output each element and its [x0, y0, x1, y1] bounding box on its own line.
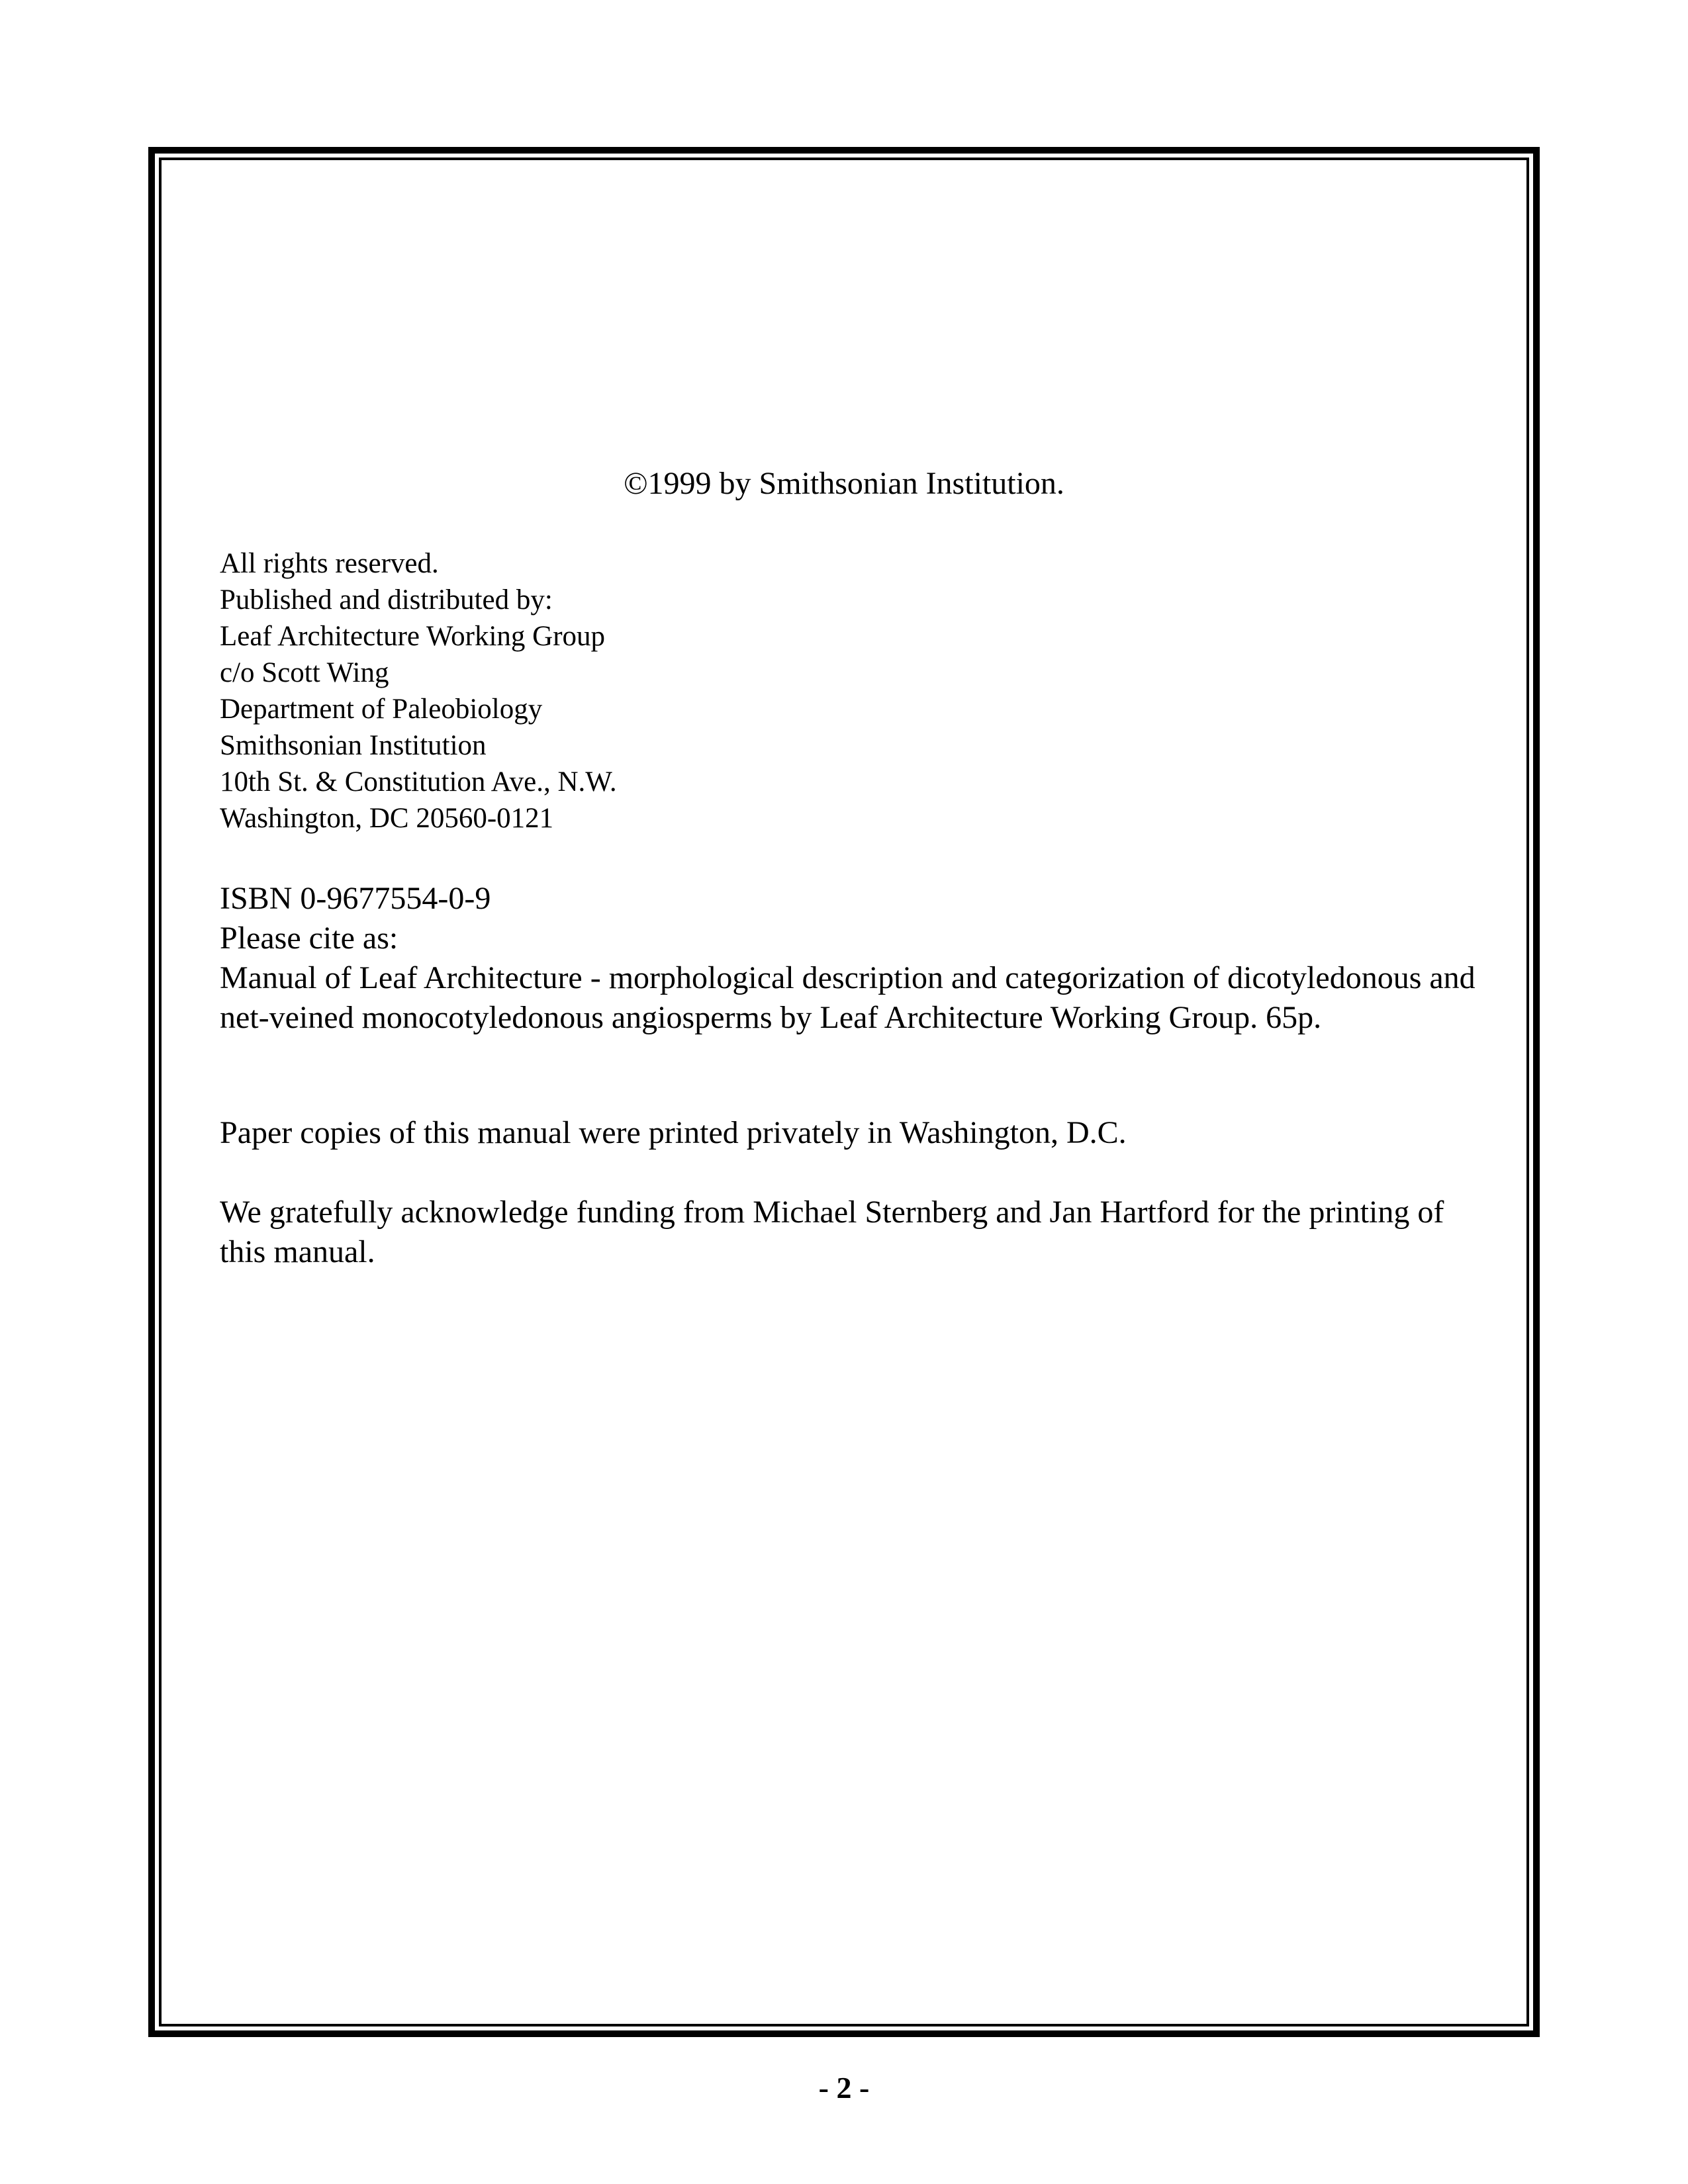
cite-label: Please cite as:	[220, 921, 399, 956]
printing-note: Paper copies of this manual were printed privately in Washington, D.C.	[220, 1115, 1127, 1150]
copyright-line: ©1999 by Smithsonian Institution.	[624, 466, 1064, 501]
printing-note-paragraph	[220, 1113, 1477, 1153]
acknowledgement-text: We gratefully acknowledge funding from Michael Sternberg and Jan Hartford for the printing of this manual.	[220, 1195, 1444, 1269]
citation-block	[220, 879, 1477, 1038]
address-line: Leaf Architecture Working Group	[220, 621, 606, 652]
address-line: c/o Scott Wing	[220, 657, 389, 688]
address-line: Washington, DC 20560-0121	[220, 803, 554, 834]
citation-text: Manual of Leaf Architecture - morphological description and categorization of dicotyledonous and net-veined monocotyledonous angiosperms by Leaf Architecture Working Group. 65p.	[220, 960, 1476, 1035]
address-line: 10th St. & Constitution Ave., N.W.	[220, 766, 617, 797]
page-border-inner	[159, 158, 1529, 2026]
address-line: Department of Paleobiology	[220, 694, 543, 725]
address-line: Published and distributed by:	[220, 584, 553, 615]
address-line: Smithsonian Institution	[220, 730, 487, 761]
isbn-number: ISBN 0-9677554-0-9	[220, 881, 491, 916]
acknowledgement-paragraph	[220, 1193, 1477, 1272]
publisher-address	[220, 545, 617, 837]
address-line: All rights reserved.	[220, 548, 439, 579]
page-number: - 2 -	[818, 2071, 870, 2105]
